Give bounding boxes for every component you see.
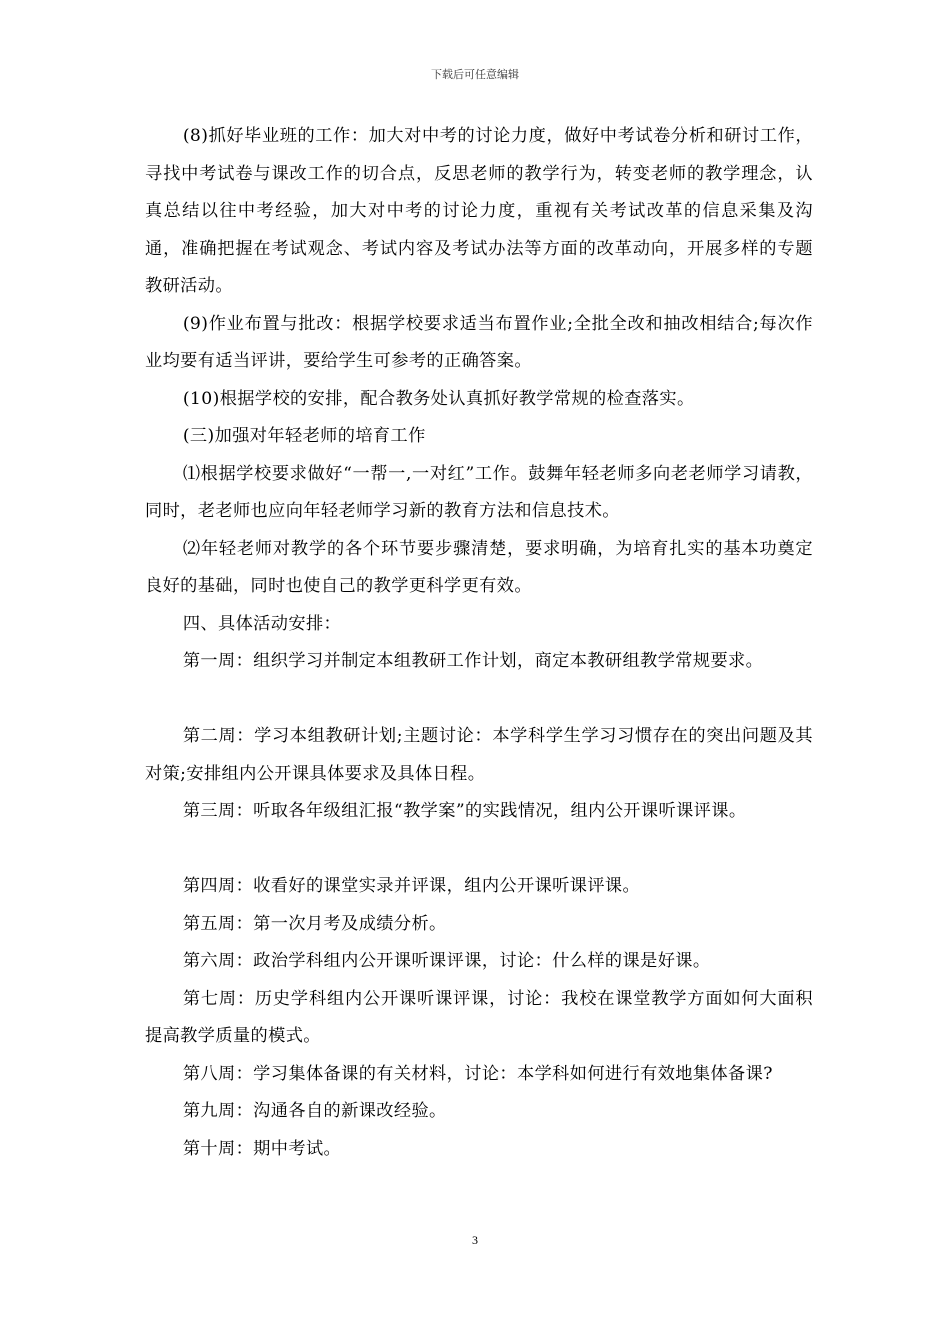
paragraph-mentoring: ⑴根据学校要求做好“一帮一,一对红”工作。鼓舞年轻老师多向老老师学习请教，同时，老老师也应向年轻老师学习新的教育方法和信息技术。 <box>145 463 813 521</box>
schedule-week-1: 第一周：组织学习并制定本组教研工作计划，商定本教研组教学常规要求。 <box>182 651 764 671</box>
schedule-week-7: 第七周：历史学科组内公开课听课评课，讨论：我校在课堂教学方面如何大面积提高教学质量的模式。 <box>145 988 813 1046</box>
schedule-week-9: 第九周：沟通各自的新课改经验。 <box>182 1101 447 1121</box>
paragraph-graduating-class: (8)抓好毕业班的工作：加大对中考的讨论力度，做好中考试卷分析和研讨工作，寻找中考试卷与课改工作的切合点，反思老师的教学行为，转变老师的教学理念，认真总结以往中考经验，加大对中考的讨论力度，重视有关考试改革的信息采集及沟通，准确把握在考试观念、考试内容及考试办法等方面的改革动向，开展多样的专题教研活动。 <box>145 126 813 296</box>
schedule-week-5: 第五周：第一次月考及成绩分析。 <box>182 913 447 934</box>
schedule-week-2: 第二周：学习本组教研计划;主题讨论：本学科学生学习习惯存在的突出问题及其对策;安排组内公开课具体要求及具体日程。 <box>145 726 813 784</box>
schedule-week-3: 第三周：听取各年级组汇报“教学案”的实践情况，组内公开课听课评课。 <box>182 801 747 821</box>
paragraph-teaching-steps: ⑵年轻老师对教学的各个环节要步骤清楚，要求明确，为培育扎实的基本功奠定良好的基础，同时也使自己的教学更科学更有效。 <box>145 538 813 596</box>
section-heading-activities: 四、具体活动安排： <box>182 613 342 634</box>
document-body <box>145 118 813 1168</box>
paragraph-homework: (9)作业布置与批改：根据学校要求适当布置作业;全批全改和抽改相结合;每次作业均要有适当评讲，要给学生可参考的正确答案。 <box>145 313 813 371</box>
schedule-week-4: 第四周：收看好的课堂实录并评课，组内公开课听课评课。 <box>182 876 641 896</box>
page-header-note: 下载后可任意编辑 <box>431 68 519 81</box>
section-heading-young-teachers: (三)加强对年轻老师的培育工作 <box>182 426 426 446</box>
page-number: 3 <box>472 1233 478 1247</box>
schedule-week-6: 第六周：政治学科组内公开课听课评课，讨论：什么样的课是好课。 <box>182 951 711 971</box>
schedule-week-8: 第八周：学习集体备课的有关材料，讨论：本学科如何进行有效地集体备课? <box>182 1063 773 1084</box>
paragraph-school-arrangement: (10)根据学校的安排，配合教务处认真抓好教学常规的检查落实。 <box>182 388 695 409</box>
schedule-week-10: 第十周：期中考试。 <box>182 1138 342 1159</box>
